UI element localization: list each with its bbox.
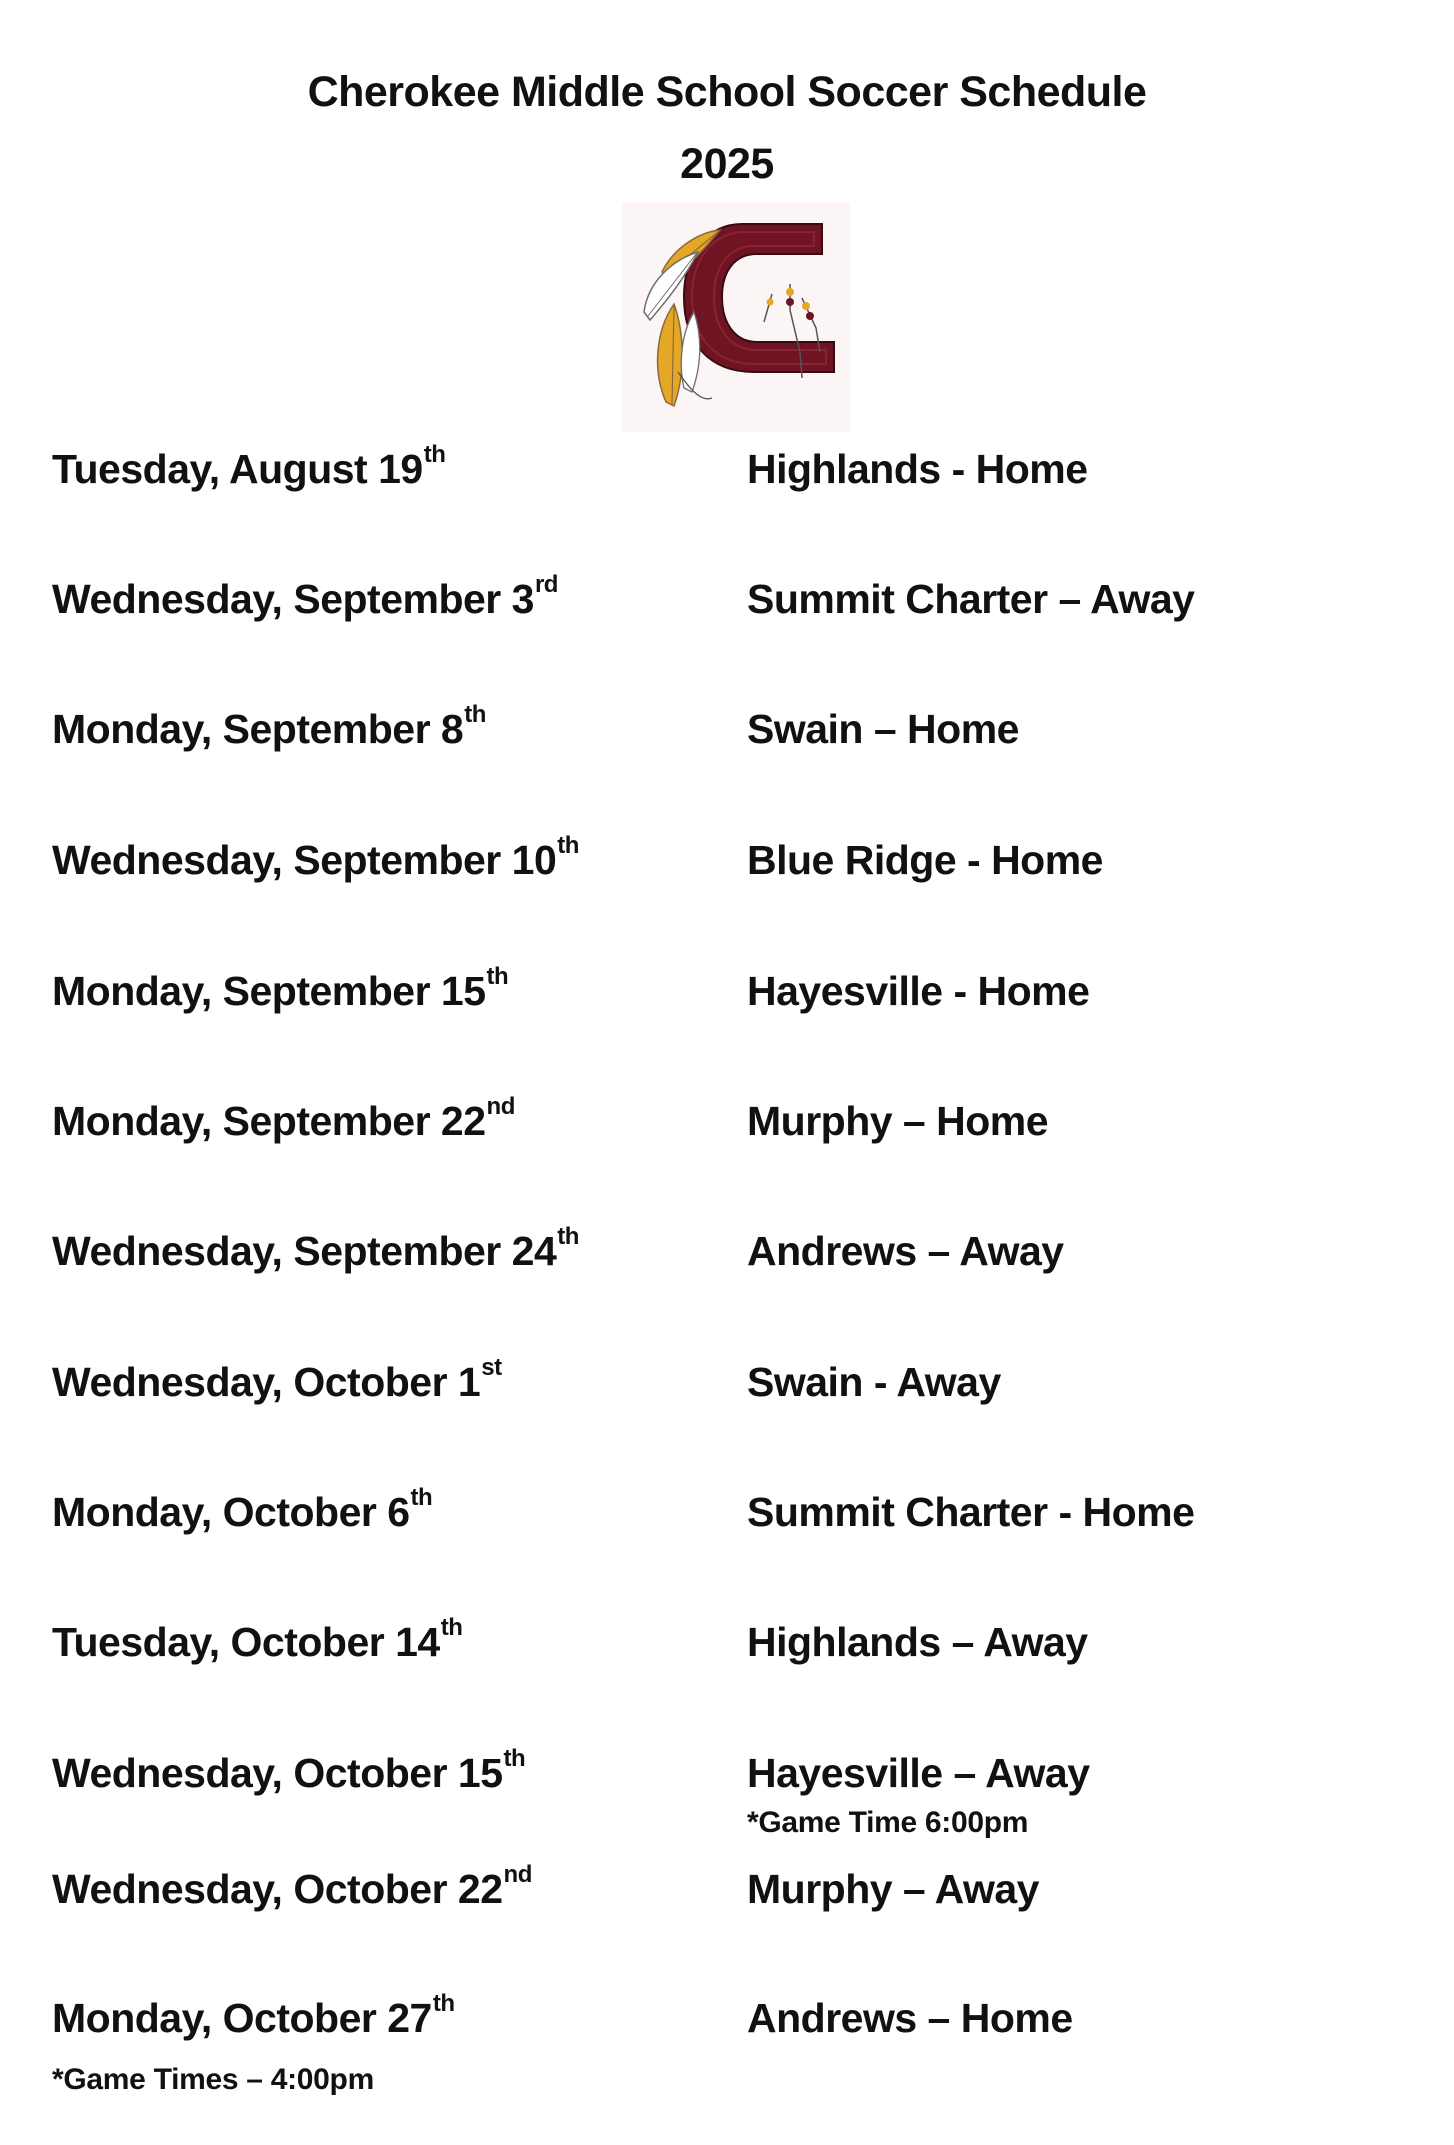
- game-date: Wednesday, October 15th: [52, 1745, 526, 1796]
- game-opponent: Summit Charter – Away: [747, 576, 1195, 622]
- schedule-row: [0, 1354, 1454, 1419]
- game-times-footer-note: *Game Times – 4:00pm: [52, 2063, 374, 2096]
- game-opponent: Murphy – Away: [747, 1866, 1039, 1912]
- game-opponent: Swain - Away: [747, 1359, 1001, 1405]
- schedule-row: [0, 1223, 1454, 1288]
- schedule-year: 2025: [680, 140, 774, 188]
- schedule-row: [0, 1745, 1454, 1810]
- game-date: Monday, September 22nd: [52, 1093, 515, 1144]
- game-time-note: *Game Time 6:00pm: [747, 1806, 1029, 1839]
- game-opponent: Hayesville - Home: [747, 968, 1090, 1014]
- game-date: Wednesday, September 3rd: [52, 571, 558, 622]
- page-title: Cherokee Middle School Soccer Schedule: [307, 68, 1147, 116]
- game-date: Monday, September 8th: [52, 701, 486, 752]
- game-opponent: Swain – Home: [747, 706, 1019, 752]
- schedule-row: [0, 571, 1454, 636]
- game-date: Monday, October 6th: [52, 1484, 433, 1535]
- game-opponent: Hayesville – Away: [747, 1750, 1090, 1796]
- game-opponent: Highlands – Away: [747, 1619, 1088, 1665]
- game-date: Wednesday, September 10th: [52, 832, 579, 883]
- schedule-row: [0, 963, 1454, 1028]
- game-date: Tuesday, August 19th: [52, 441, 446, 492]
- schedule-row: [0, 441, 1454, 506]
- game-date: Wednesday, September 24th: [52, 1223, 579, 1274]
- game-date: Wednesday, October 22nd: [52, 1861, 532, 1912]
- game-opponent: Andrews – Home: [747, 1995, 1073, 2041]
- game-date: Monday, September 15th: [52, 963, 509, 1014]
- game-date: Monday, October 27th: [52, 1990, 455, 2041]
- game-opponent: Andrews – Away: [747, 1228, 1064, 1274]
- schedule-row: [0, 1484, 1454, 1549]
- schedule-row: [0, 1093, 1454, 1158]
- schedule-row: [0, 1861, 1454, 1926]
- game-opponent: Highlands - Home: [747, 446, 1088, 492]
- game-opponent: Summit Charter - Home: [747, 1489, 1195, 1535]
- game-opponent: Blue Ridge - Home: [747, 837, 1103, 883]
- schedule-row: [0, 1990, 1454, 2055]
- game-date: Wednesday, October 1st: [52, 1354, 502, 1405]
- schedule-row: [0, 832, 1454, 897]
- game-date: Tuesday, October 14th: [52, 1614, 463, 1665]
- game-opponent: Murphy – Home: [747, 1098, 1049, 1144]
- cherokee-c-feather-logo-icon: [622, 202, 850, 432]
- schedule-row: [0, 1614, 1454, 1679]
- schedule-row: [0, 701, 1454, 766]
